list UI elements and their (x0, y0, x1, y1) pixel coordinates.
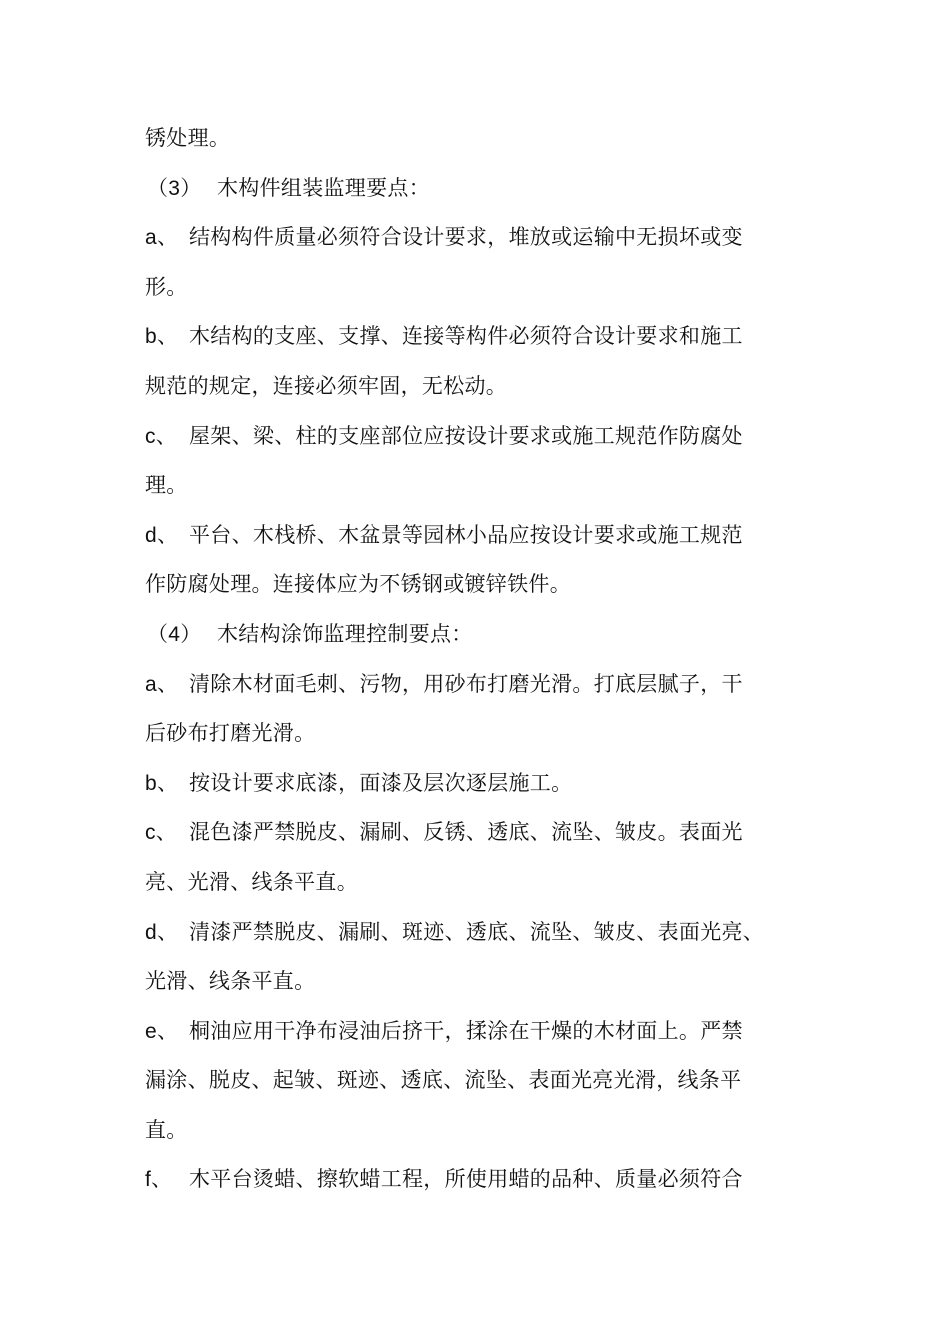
line-text: 直。 (145, 1117, 188, 1142)
line-text: 桐油应用干净布浸油后挤干，揉涂在干燥的木材面上。严禁 (189, 1018, 743, 1043)
list-marker: b、 (145, 325, 179, 349)
list-item-line (145, 808, 813, 858)
line-text: 形。 (145, 274, 188, 299)
list-item-line (145, 660, 813, 710)
list-marker: c、 (145, 821, 178, 845)
continuation-line (145, 858, 813, 908)
list-marker: c、 (145, 424, 178, 448)
line-text: 漏涂、脱皮、起皱、斑迹、透底、流坠、表面光亮光滑，线条平 (145, 1068, 742, 1093)
list-marker: b、 (145, 771, 179, 795)
line-text: 清漆严禁脱皮、漏刷、斑迹、透底、流坠、皱皮、表面光亮、 (189, 919, 765, 944)
line-text: 按设计要求底漆，面漆及层次逐层施工。 (189, 770, 573, 795)
line-text: 木结构的支座、支撑、连接等构件必须符合设计要求和施工 (189, 324, 743, 349)
line-text: 清除木材面毛刺、污物，用砂布打磨光滑。打底层腻子，干 (189, 671, 743, 696)
list-marker: a、 (145, 226, 179, 250)
section-number: （3） (147, 176, 202, 200)
section-heading (145, 610, 813, 660)
list-item-line (145, 213, 813, 263)
line-text: 规范的规定，连接必须牢固，无松动。 (145, 373, 508, 398)
list-marker: f、 (145, 1168, 173, 1192)
list-item-line (145, 1007, 813, 1057)
section-title: 木结构涂饰监理控制要点： (217, 621, 473, 646)
line-text: 作防腐处理。连接体应为不锈钢或镀锌铁件。 (145, 572, 571, 597)
document-body (145, 114, 813, 1205)
line-text: 光滑、线条平直。 (145, 969, 316, 994)
line-text: 锈处理。 (145, 126, 231, 150)
continuation-line (145, 263, 813, 313)
line-text: 平台、木栈桥、木盆景等园林小品应按设计要求或施工规范 (189, 522, 743, 547)
continuation-line (145, 560, 813, 610)
section-heading (145, 164, 813, 214)
line-text: 屋架、梁、柱的支座部位应按设计要求或施工规范作防腐处 (189, 423, 743, 448)
continuation-line (145, 1056, 813, 1106)
paragraph-line (145, 114, 813, 164)
continuation-line (145, 461, 813, 511)
continuation-line (145, 362, 813, 412)
list-item-line (145, 312, 813, 362)
line-text: 木平台烫蜡、擦软蜡工程，所使用蜡的品种、质量必须符合 (189, 1167, 743, 1192)
line-text: 亮、光滑、线条平直。 (145, 869, 358, 894)
list-marker: e、 (145, 1019, 179, 1043)
list-item-line (145, 1155, 813, 1205)
line-text: 理。 (145, 473, 188, 498)
section-title: 木构件组装监理要点： (217, 175, 430, 200)
continuation-line (145, 709, 813, 759)
list-item-line (145, 412, 813, 462)
list-item-line (145, 511, 813, 561)
continuation-line (145, 957, 813, 1007)
list-item-line (145, 759, 813, 809)
line-text: 结构构件质量必须符合设计要求，堆放或运输中无损坏或变 (189, 225, 743, 250)
list-marker: a、 (145, 672, 179, 696)
section-number: （4） (147, 622, 202, 646)
continuation-line (145, 1106, 813, 1156)
line-text: 后砂布打磨光滑。 (145, 721, 316, 746)
line-text: 混色漆严禁脱皮、漏刷、反锈、透底、流坠、皱皮。表面光 (189, 820, 743, 845)
list-item-line (145, 908, 813, 958)
list-marker: d、 (145, 920, 179, 944)
list-marker: d、 (145, 523, 179, 547)
